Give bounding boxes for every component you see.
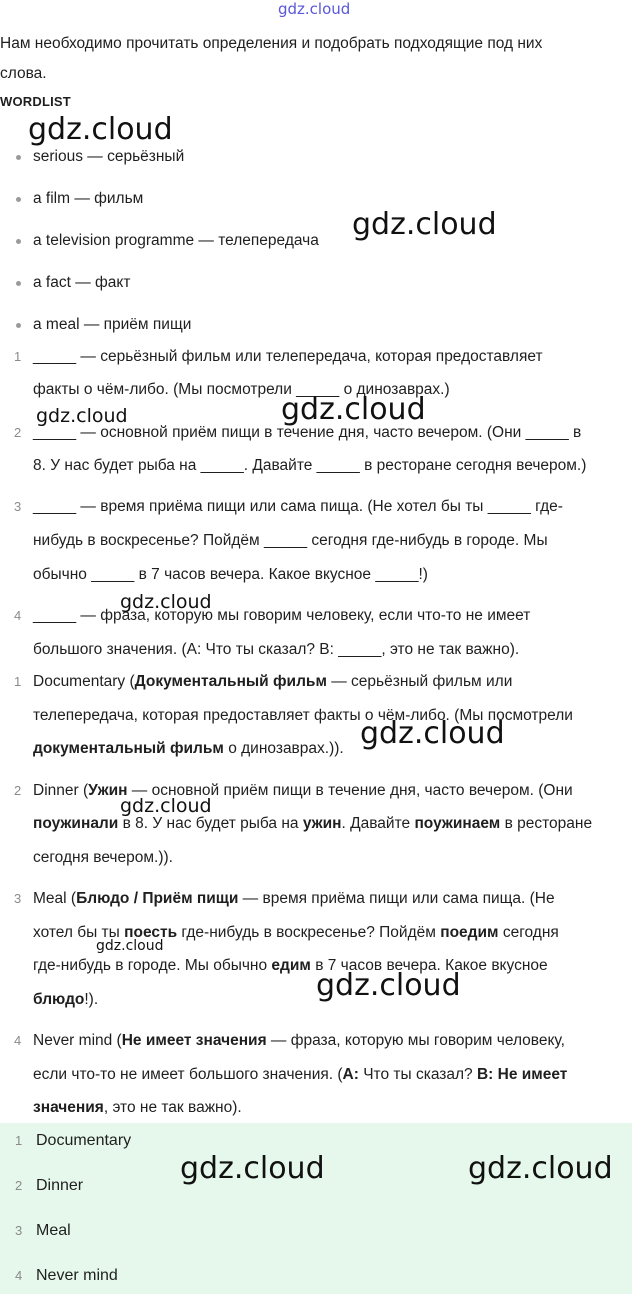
solution-line [33,774,573,808]
answer-number: 4 [15,1268,23,1283]
watermark: gdz.cloud [281,392,426,427]
wordlist-item: a meal — приём пищи [33,316,192,333]
task-number: 1 [14,349,22,364]
wordlist-item: a television programme — телепередача [33,232,319,249]
text-segment: — основной приём пищи в течение дня, часто вечером. (Они [127,782,573,799]
solution-number: 4 [14,1033,22,1048]
text-segment: в ресторане [500,815,593,832]
text-segment: телепередача, которая предоставляет факты о чём-либо. (Мы посмотрели [33,707,573,724]
text-segment: , это не так важно). [103,1099,242,1116]
task-number: 4 [14,608,22,623]
text-segment: !). [84,991,99,1008]
task-line: _____ — фраза, которую мы говорим человеку, если что-то не имеет [33,607,531,624]
bold-text: Ужин [88,782,128,799]
bullet-icon [16,155,21,160]
intro-line-1: Нам необходимо прочитать определения и подобрать подходящие под них [0,35,543,52]
solution-line [33,732,344,766]
task-line: нибудь в воскресенье? Пойдём _____ сегодня где-нибудь в городе. Мы [33,532,548,549]
text-segment: сегодня [498,924,559,941]
watermark: gdz.cloud [360,716,505,751]
task-line: _____ — время приёма пищи или сама пища. (Не хотел бы ты _____ где- [33,498,563,515]
watermark: gdz.cloud [316,968,461,1003]
text-segment: Dinner ( [33,782,89,799]
text-segment: . Давайте [341,815,415,832]
solution-number: 3 [14,891,22,906]
text-segment: в 7 часов вечера. Какое вкусное [310,957,548,974]
answer-text: Meal [36,1222,71,1239]
wordlist-item: a film — фильм [33,190,144,207]
bullet-icon [16,239,21,244]
text-segment: хотел бы ты [33,924,125,941]
watermark: gdz.cloud [468,1151,613,1186]
text-segment: Documentary ( [33,673,135,690]
task-line: большого значения. (A: Что ты сказал? B: _____, это не так важно). [33,641,520,658]
text-segment: Never mind ( [33,1032,122,1049]
watermark-top: gdz.cloud [278,0,351,18]
task-line: 8. У нас будет рыба на _____. Давайте _____ в ресторане сегодня вечером.) [33,457,587,474]
solution-line [33,1058,567,1092]
solution-line [33,949,548,983]
intro-line-2: слова. [0,65,47,82]
answer-number: 3 [15,1223,23,1238]
watermark: gdz.cloud [180,1151,325,1186]
bold-text: поужинали [33,815,119,832]
solution-line [33,841,173,875]
bold-text: A: [342,1066,359,1083]
watermark: gdz.cloud [28,112,173,147]
solution-number: 1 [14,674,22,689]
task-number: 3 [14,499,22,514]
task-line: _____ — серьёзный фильм или телепередача, которая предоставляет [33,348,543,365]
text-segment: — время приёма пищи или сама пища. (Не [238,890,555,907]
solution-line [33,665,512,699]
bold-text: поедим [440,924,499,941]
text-segment: о динозаврах.)). [223,740,344,757]
bold-text: поесть [124,924,178,941]
watermark: gdz.cloud [96,938,164,954]
text-segment: — фраза, которую мы говорим человеку, [266,1032,565,1049]
task-line: _____ — основной приём пищи в течение дня, часто вечером. (Они _____ в [33,424,582,441]
task-line: обычно _____ в 7 часов вечера. Какое вкусное _____!) [33,566,428,583]
wordlist-heading: WORDLIST [0,94,71,109]
text-segment: где-нибудь в городе. Мы обычно [33,957,272,974]
text-segment: Meal ( [33,890,77,907]
solution-line [33,1024,565,1058]
wordlist-item: a fact — факт [33,274,131,291]
answer-number: 2 [15,1178,23,1193]
watermark: gdz.cloud [352,207,497,242]
bold-text: едим [271,957,311,974]
bold-text: поужинаем [414,815,501,832]
bullet-icon [16,323,21,328]
solution-line [33,1091,242,1125]
solution-number: 2 [14,783,22,798]
watermark: gdz.cloud [36,405,128,427]
bold-text: ужин [302,815,342,832]
solution-line [33,807,592,841]
answer-text: Never mind [36,1267,118,1284]
bold-text: документальный фильм [33,740,224,757]
watermark: gdz.cloud [120,795,212,817]
bold-text: B: Не имеет [476,1066,568,1083]
bold-text: Не имеет значения [121,1032,267,1049]
bold-text: Документальный фильм [134,673,327,690]
bold-text: блюдо [33,991,85,1008]
solution-line [33,882,555,916]
bold-text: Блюдо / Приём пищи [76,890,239,907]
text-segment: если что-то не имеет большого значения. ( [33,1066,343,1083]
answer-text: Documentary [36,1132,132,1149]
text-segment: — серьёзный фильм или [326,673,513,690]
bold-text: значения [33,1099,104,1116]
watermark: gdz.cloud [120,591,212,613]
text-segment: сегодня вечером.)). [33,849,173,866]
answer-number: 1 [15,1133,23,1148]
bullet-icon [16,281,21,286]
bullet-icon [16,197,21,202]
text-segment: где-нибудь в воскресенье? Пойдём [177,924,441,941]
answer-text: Dinner [36,1177,84,1194]
solution-line [33,983,98,1017]
text-segment: Что ты сказал? [358,1066,477,1083]
task-line: факты о чём-либо. (Мы посмотрели _____ о динозаврах.) [33,381,450,398]
task-number: 2 [14,425,22,440]
wordlist-item: serious — серьёзный [33,148,185,165]
text-segment: в 8. У нас будет рыба на [118,815,303,832]
